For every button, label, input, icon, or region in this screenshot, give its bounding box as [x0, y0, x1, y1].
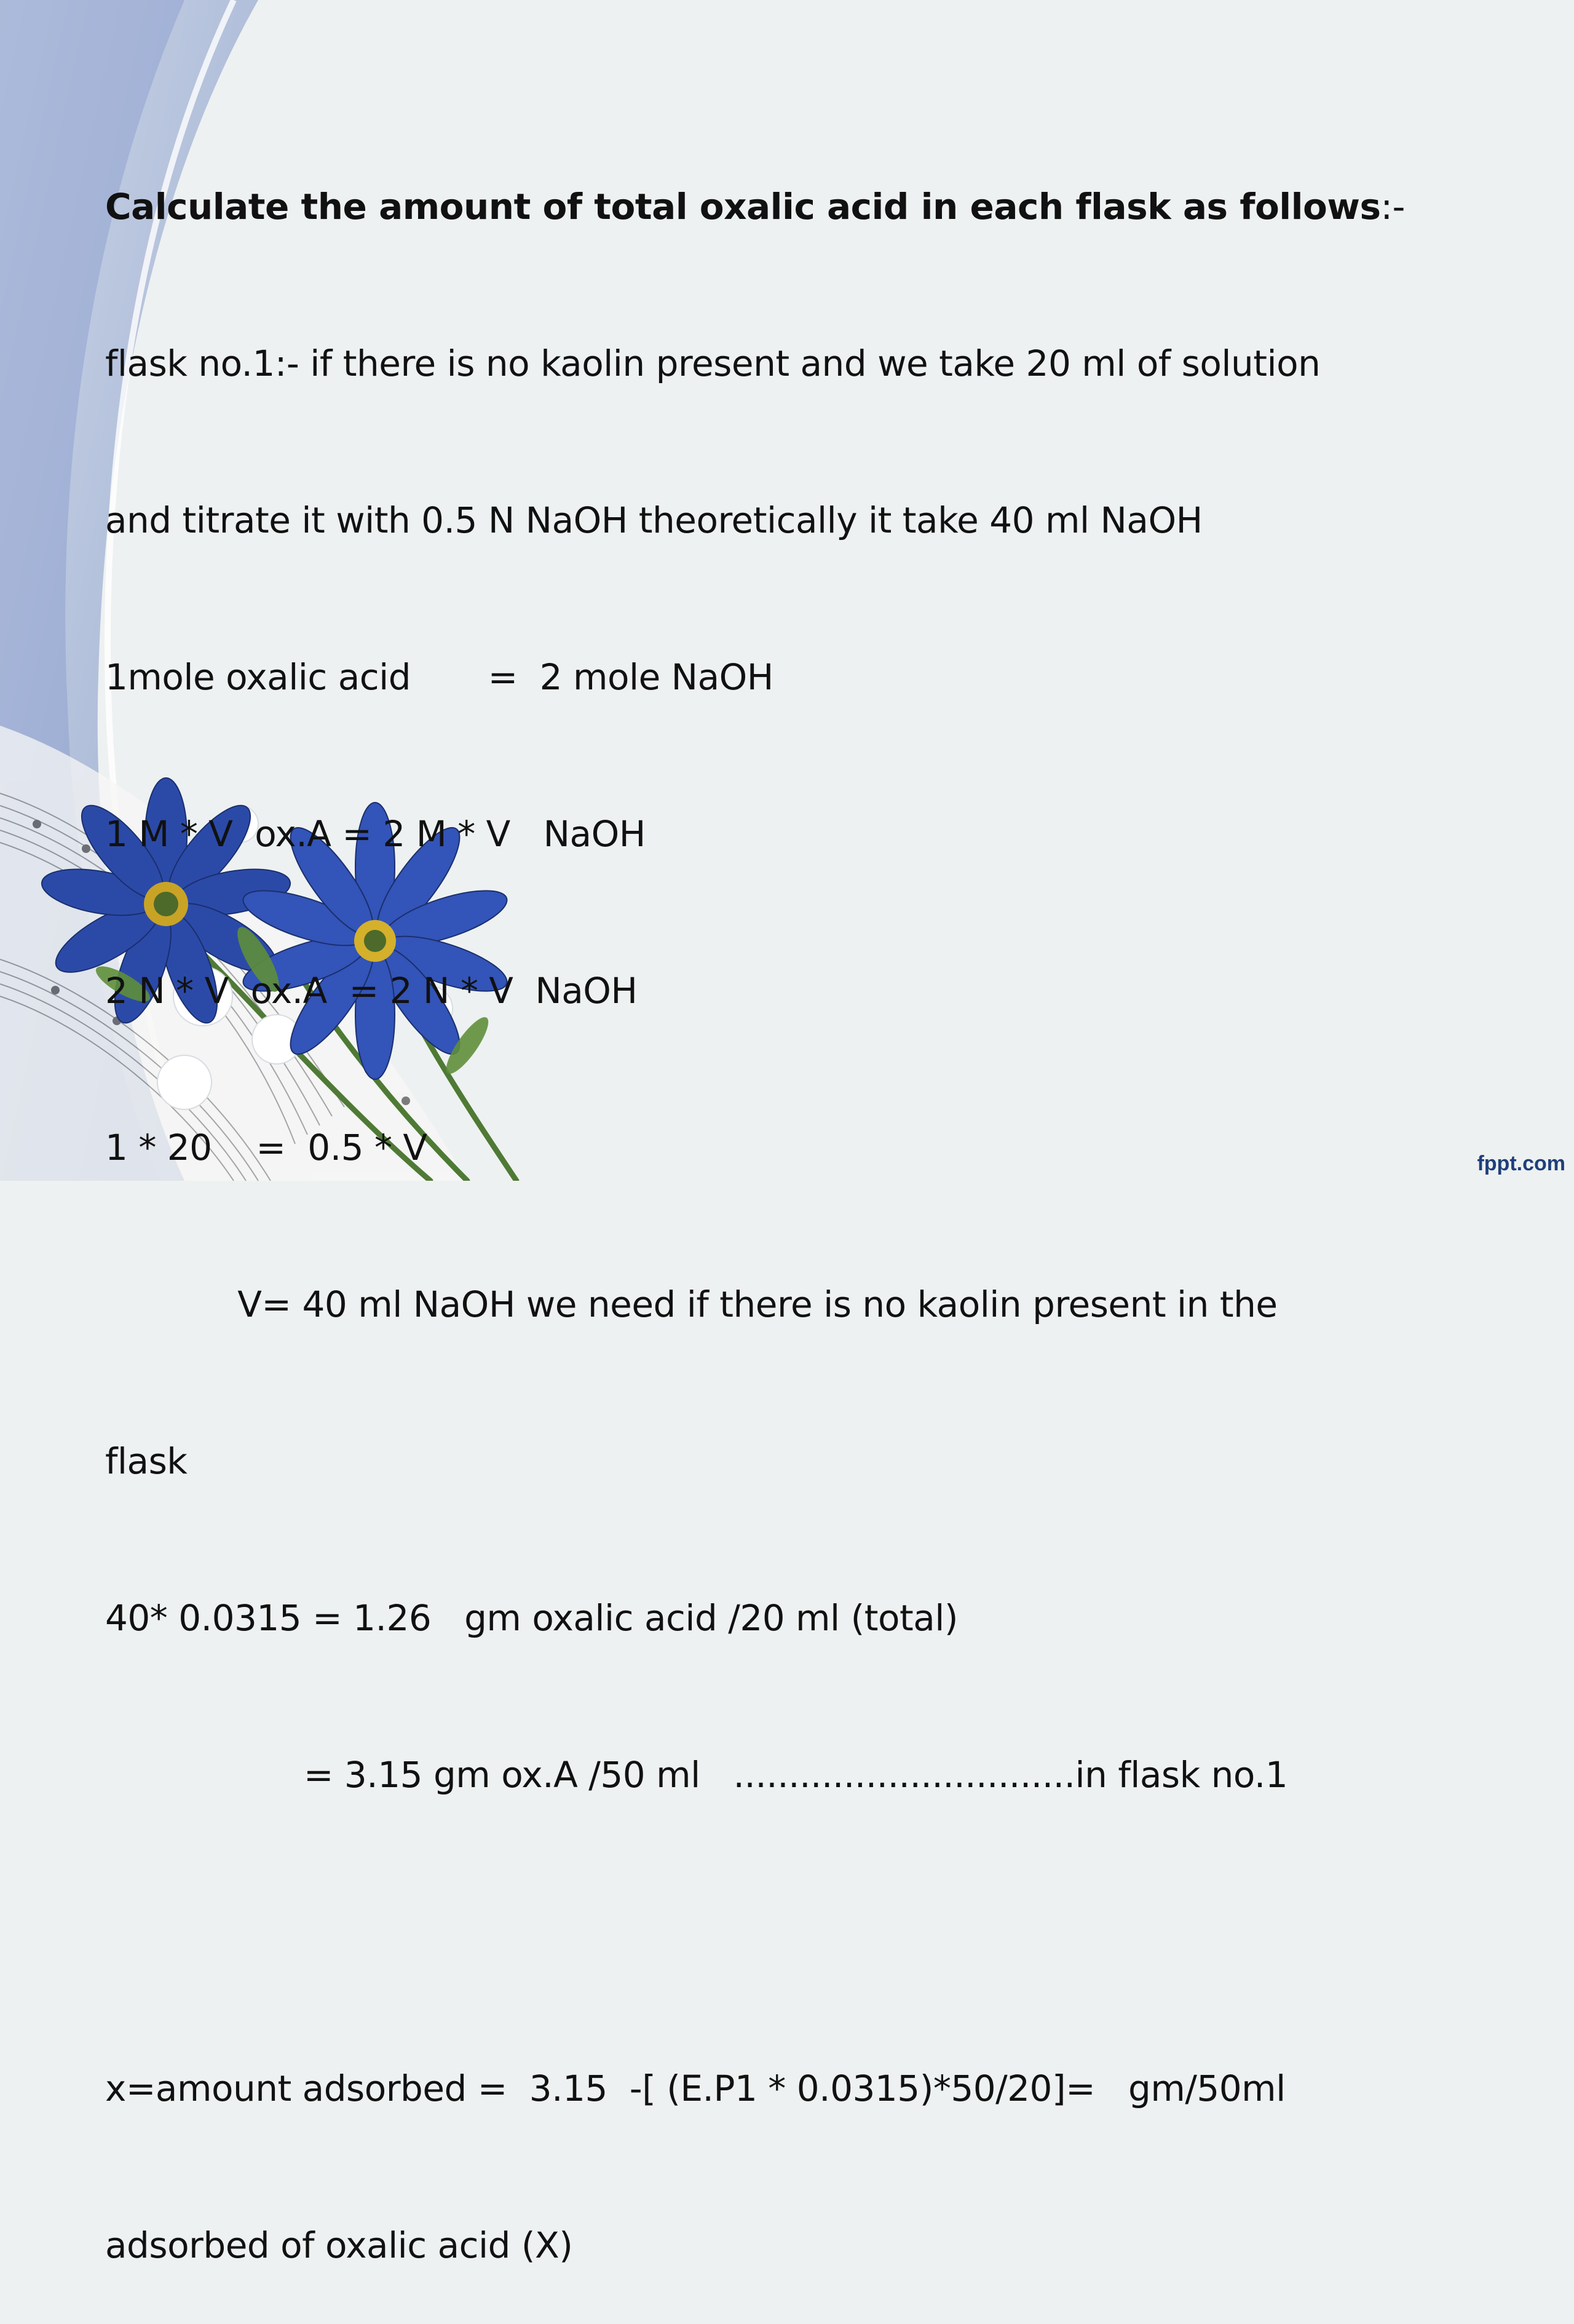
text-line-7: V= 40 ml NaOH we need if there is no kaolin present in the [105, 1283, 1278, 1325]
text-line-9: 40* 0.0315 = 1.26 gm oxalic acid /20 ml (total) [105, 1597, 958, 1639]
heading-suffix: :- [1380, 186, 1405, 228]
text-line-8: flask [105, 1440, 188, 1482]
slide-heading [105, 181, 1519, 233]
text-line-12: x=amount adsorbed = 3.15 -[ (E.P1 * 0.0315)*50/20]= gm/50ml [105, 2068, 1286, 2109]
text-line-5: 2 N * V ox.A = 2 N * V NaOH [105, 970, 638, 1012]
watermark-text: fppt.com [1477, 1152, 1565, 1175]
text-line-4: 1 M * V ox.A = 2 M * V NaOH [105, 813, 646, 855]
text-line-6: 1 * 20 = 0.5 * V [105, 1127, 427, 1168]
text-line-2: and titrate it with 0.5 N NaOH theoretically it take 40 ml NaOH [105, 499, 1203, 541]
slide-body [105, 76, 1519, 2324]
text-line-11 [105, 1906, 1519, 1958]
text-line-1: flask no.1:- if there is no kaolin present and we take 20 ml of solution [105, 343, 1321, 384]
text-line-3: 1mole oxalic acid = 2 mole NaOH [105, 656, 773, 698]
heading-bold-text: Calculate the amount of total oxalic acid in each flask as follows [105, 186, 1381, 228]
text-line-10: = 3.15 gm ox.A /50 ml ...............................in flask no.1 [105, 1754, 1288, 1796]
text-line-13: adsorbed of oxalic acid (X) [105, 2224, 573, 2266]
